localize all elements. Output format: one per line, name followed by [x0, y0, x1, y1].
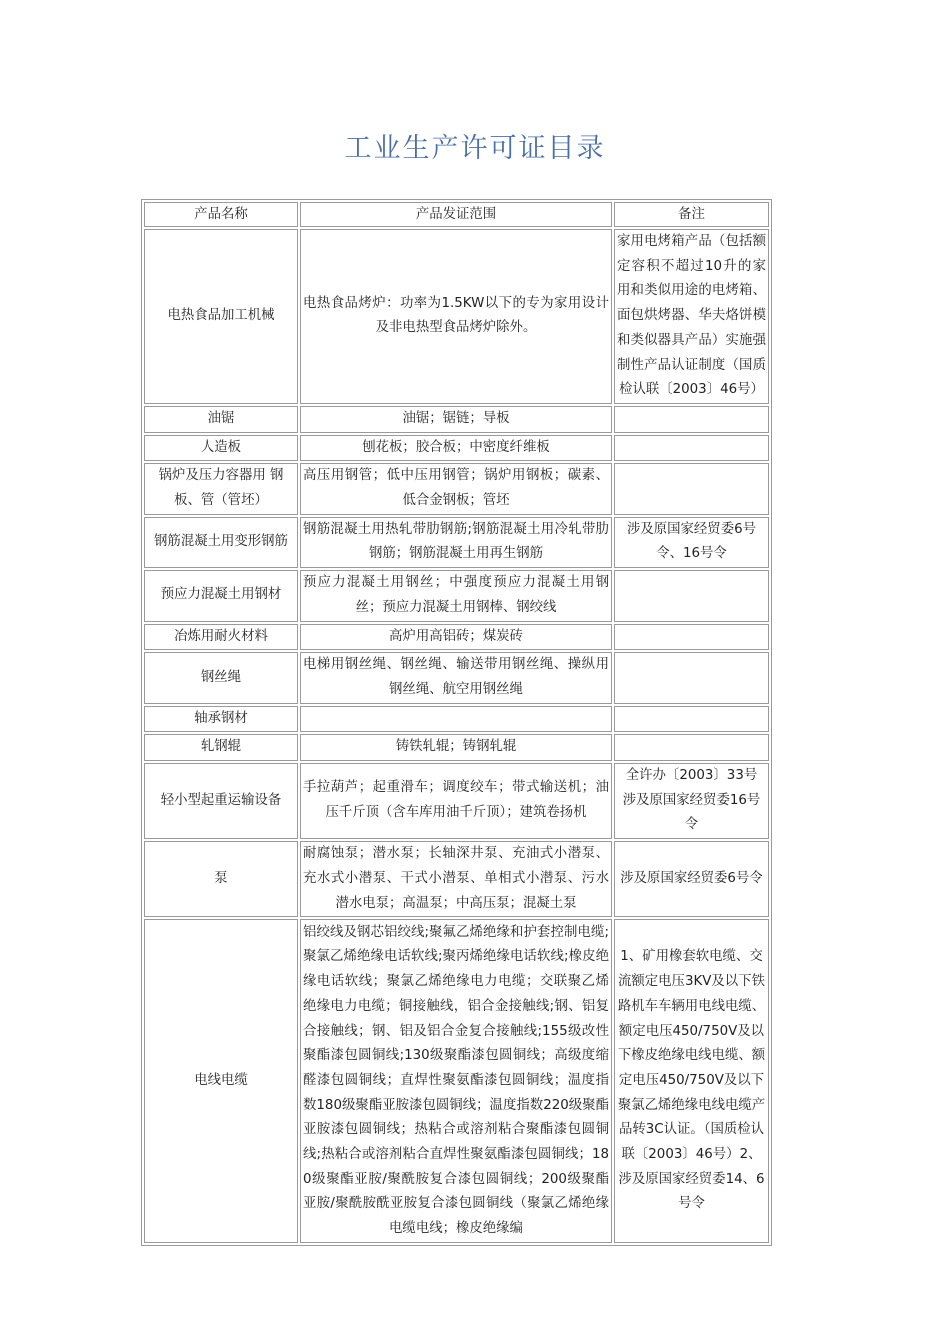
table-row [144, 841, 769, 917]
table-row [144, 734, 769, 761]
table-header-row [144, 202, 769, 227]
product-name-cell: 电线电缆 [144, 919, 298, 1243]
product-name-cell: 轻小型起重运输设备 [144, 763, 298, 839]
note-cell [614, 570, 769, 621]
product-name-cell: 预应力混凝土用钢材 [144, 570, 298, 621]
product-name-cell: 锅炉及压力容器用 钢板、管（管坯） [144, 463, 298, 514]
scope-cell: 预应力混凝土用钢丝；中强度预应力混凝土用钢丝；预应力混凝土用钢棒、钢绞线 [300, 570, 612, 621]
product-name-cell: 轴承钢材 [144, 706, 298, 733]
note-cell: 全许办〔2003〕33号 涉及原国家经贸委16号令 [614, 763, 769, 839]
table-row [144, 229, 769, 404]
header-scope: 产品发证范围 [300, 202, 612, 227]
note-cell: 家用电烤箱产品（包括额定容积不超过10升的家用和类似用途的电烤箱、面包烘烤器、华夫烙饼模和类似器具产品）实施强制性产品认证制度（国质检认联〔2003〕46号） [614, 229, 769, 404]
product-name-cell: 钢筋混凝土用变形钢筋 [144, 517, 298, 568]
product-name-cell: 轧钢辊 [144, 734, 298, 761]
table-row [144, 570, 769, 621]
note-cell: 1、矿用橡套软电缆、交流额定电压3KV及以下铁路机车车辆用电线电缆、额定电压450/750V及以下橡皮绝缘电线电缆、额定电压450/750V及以下聚氯乙烯绝缘电线电缆产品转3C认证。（国质检认联〔2003〕46号）2、涉及原国家经贸委14、6号令 [614, 919, 769, 1243]
scope-cell: 铝绞线及钢芯铝绞线;聚氟乙烯绝缘和护套控制电缆;聚氯乙烯绝缘电话软线;聚丙烯绝缘电话软线;橡皮绝缘电话软线；聚氯乙烯绝缘电力电缆；交联聚乙烯绝缘电力电缆；铜接触线，铝合金接触线;钢、铝复合接触线；钢、铝及铝合金复合接触线;155级改性聚酯漆包圆铜线;130级聚酯漆包圆铜线；高级度缩醛漆包圆铜线；直焊性聚氨酯漆包圆铜线；温度指数180级聚酯亚胺漆包圆铜线；温度指数220级聚酯亚胺漆包圆铜线；热粘合或溶剂粘合聚酯漆包圆铜线;热粘合或溶剂粘合直焊性聚氨酯漆包圆铜线；180级聚酯亚胺/聚酰胺复合漆包圆铜线；200级聚酯亚胺/聚酰胺酰亚胺复合漆包圆铜线（聚氯乙烯绝缘电缆电线；橡皮绝缘编 [300, 919, 612, 1243]
product-name-cell: 油锯 [144, 406, 298, 433]
note-cell [614, 406, 769, 433]
product-name-cell: 泵 [144, 841, 298, 917]
scope-cell: 电热食品烤炉：功率为1.5KW以下的专为家用设计及非电热型食品烤炉除外。 [300, 229, 612, 404]
note-cell: 涉及原国家经贸委6号令、16号令 [614, 517, 769, 568]
note-cell [614, 624, 769, 651]
note-cell [614, 706, 769, 733]
product-name-cell: 冶炼用耐火材料 [144, 624, 298, 651]
table-row [144, 517, 769, 568]
note-cell: 涉及原国家经贸委6号令 [614, 841, 769, 917]
note-cell [614, 463, 769, 514]
permit-table [141, 199, 772, 1246]
header-note: 备注 [614, 202, 769, 227]
table-row [144, 463, 769, 514]
scope-cell: 手拉葫芦；起重滑车；调度绞车；带式输送机；油压千斤顶（含车库用油千斤顶）；建筑卷扬机 [300, 763, 612, 839]
scope-cell: 钢筋混凝土用热轧带肋钢筋;钢筋混凝土用冷轧带肋钢筋；钢筋混凝土用再生钢筋 [300, 517, 612, 568]
scope-cell: 电梯用钢丝绳、钢丝绳、输送带用钢丝绳、操纵用钢丝绳、航空用钢丝绳 [300, 652, 612, 703]
table-row [144, 406, 769, 433]
table-row [144, 624, 769, 651]
table-row [144, 919, 769, 1243]
page-title: 工业生产许可证目录 [344, 133, 606, 164]
header-product-name: 产品名称 [144, 202, 298, 227]
note-cell [614, 435, 769, 462]
scope-cell: 油锯；锯链；导板 [300, 406, 612, 433]
product-name-cell: 人造板 [144, 435, 298, 462]
scope-cell [300, 706, 612, 733]
scope-cell: 高炉用高铝砖；煤炭砖 [300, 624, 612, 651]
scope-cell: 耐腐蚀泵；潜水泵；长轴深井泵、充油式小潜泵、充水式小潜泵、干式小潜泵、单相式小潜泵、污水潜水电泵；高温泵；中高压泵；混凝土泵 [300, 841, 612, 917]
note-cell [614, 652, 769, 703]
table-row [144, 435, 769, 462]
product-name-cell: 钢丝绳 [144, 652, 298, 703]
product-name-cell: 电热食品加工机械 [144, 229, 298, 404]
scope-cell: 高压用钢管；低中压用钢管；锅炉用钢板；碳素、低合金钢板；管坯 [300, 463, 612, 514]
scope-cell: 铸铁轧辊；铸钢轧辊 [300, 734, 612, 761]
note-cell [614, 734, 769, 761]
table-row [144, 652, 769, 703]
table-row [144, 763, 769, 839]
scope-cell: 刨花板；胶合板；中密度纤维板 [300, 435, 612, 462]
table-row [144, 706, 769, 733]
